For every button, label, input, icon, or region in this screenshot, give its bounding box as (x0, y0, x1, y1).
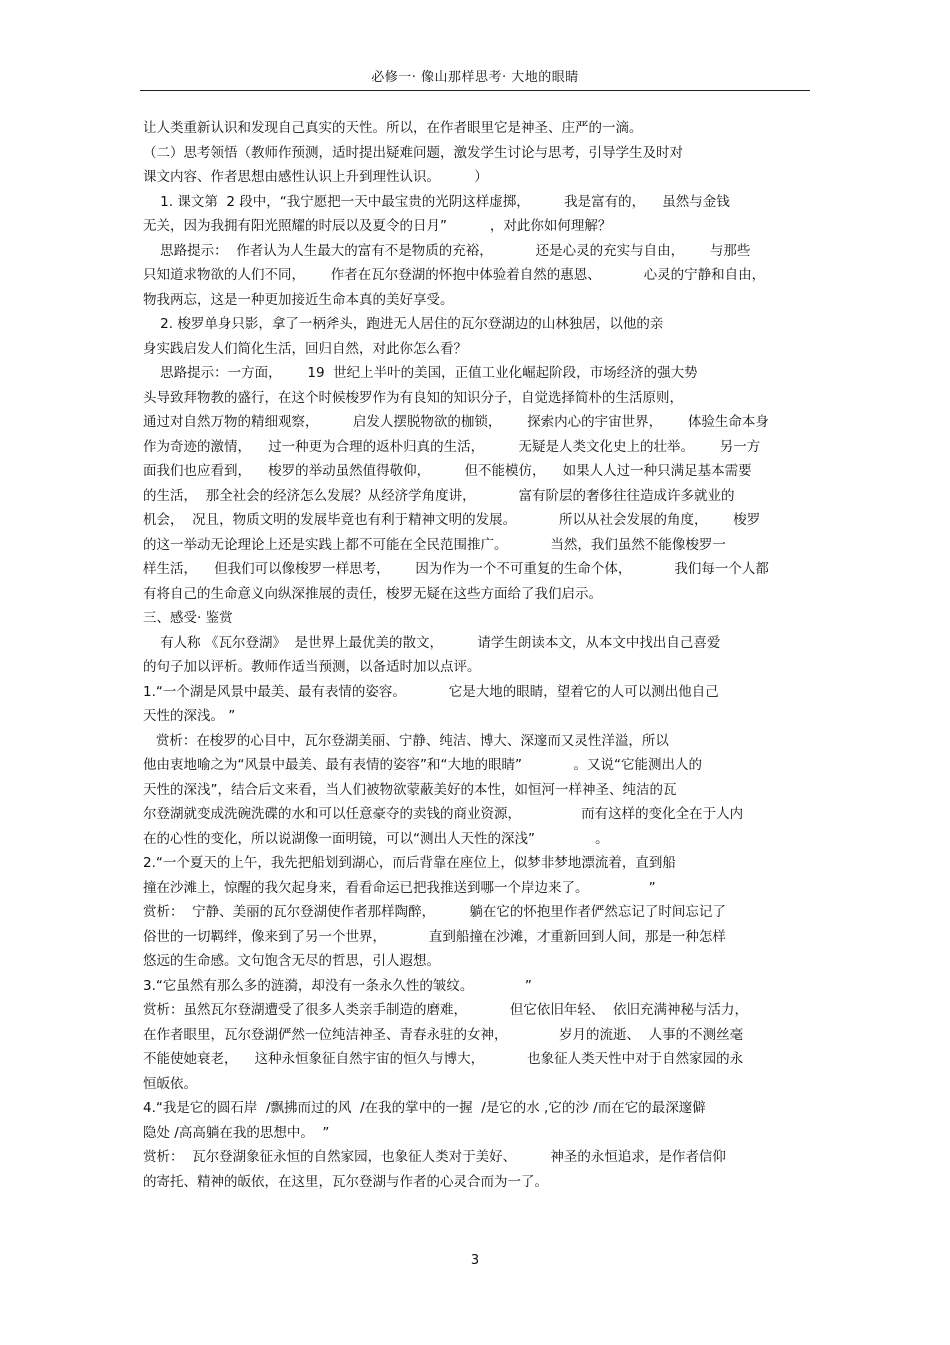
text-line: 思路提示：一方面， 19 世纪上半叶的美国，正值工业化崛起阶段，市场经济的强大势 (143, 365, 698, 381)
text-line: 天性的深浅。 ” (143, 708, 236, 724)
text-line: 4.“我是它的圆石岸 /飘拂而过的风 /在我的掌中的一握 /是它的水 ,它的沙 /而在它的最深邃僻 (143, 1100, 706, 1116)
text-line: 俗世的一切羁绊，像来到了另一个世界， 直到船撞在沙滩，才重新回到人间，那是一种怎样 (143, 928, 726, 945)
text-line: 面我们也应看到， 梭罗的举动虽然值得敬仰， 但不能模仿， 如果人人过一种只满足基本需要 (143, 463, 752, 479)
text-line: 在的心性的变化，所以说湖像一面明镜，可以“测出人天性的深浅” 。 (143, 830, 609, 847)
text-line: 样生活， 但我们可以像梭罗一样思考， 因为作为一个不可重复的生命个体， 我们每一个人都 (143, 561, 769, 577)
text-line: 机会， 况且，物质文明的发展毕竟也有利于精神文明的发展。 所以从社会发展的角度， 梭罗 (143, 512, 761, 528)
text-line: 让人类重新认识和发现自己真实的天性。所以，在作者眼里它是神圣、庄严的一滴。 (143, 120, 643, 136)
text-line: 1.“一个湖是风景中最美、最有表情的姿容。 它是大地的眼睛，望着它的人可以测出他自己 (143, 683, 719, 700)
text-line: 物我两忘，这是一种更加接近生命本真的美好享受。 (143, 291, 454, 308)
text-line: 恒皈依。 (143, 1075, 197, 1092)
text-line: 尔登湖就变成洗碗洗碟的水和可以任意豪夺的卖钱的商业资源， 而有这样的变化全在于人内 (143, 806, 744, 822)
text-line: （二）思考领悟（教师作预测，适时提出疑难问题，激发学生讨论与思考，引导学生及时对 (143, 144, 683, 161)
text-line: 3.“它虽然有那么多的涟漪，却没有一条永久性的皱纹。 ” (143, 977, 532, 994)
text-line: 思路提示： 作者认为人生最大的富有不是物质的充裕， 还是心灵的充实与自由， 与那些 (143, 242, 751, 259)
text-line: 三、感受· 鉴赏 (143, 610, 233, 626)
text-line: 赏析：在梭罗的心目中，瓦尔登湖美丽、宁静、纯洁、博大、深邃而又灵性洋溢，所以 (143, 732, 669, 749)
text-line: 撞在沙滩上，惊醒的我欠起身来，看看命运已把我推送到哪一个岸边来了。 ” (143, 879, 656, 896)
text-line: 有将自己的生命意义向纵深推展的责任，梭罗无疑在这些方面给了我们启示。 (143, 585, 602, 602)
text-line: 头导致拜物教的盛行，在这个时候梭罗作为有良知的知识分子，自觉选择简朴的生活原则， (143, 389, 683, 406)
text-line: 的寄托、精神的皈依，在这里，瓦尔登湖与作者的心灵合而为一了。 (143, 1173, 548, 1190)
text-line: 在作者眼里，瓦尔登湖俨然一位纯洁神圣、青春永驻的女神， 岁月的流逝、 人事的不测丝毫 (143, 1026, 744, 1043)
header-divider (140, 90, 810, 91)
text-line: 有人称 《瓦尔登湖》 是世界上最优美的散文， 请学生朗读本文，从本文中找出自己喜爱 (143, 634, 721, 651)
text-line: 不能使她衰老， 这种永恒象征自然宇宙的恒久与博大， 也象征人类天性中对于自然家园的永 (143, 1051, 744, 1067)
text-line: 无关，因为我拥有阳光照耀的时辰以及夏令的日月” ，对此你如何理解？ (143, 218, 612, 234)
text-line: 作为奇迹的激情， 过一种更为合理的返朴归真的生活， 无疑是人类文化史上的壮举。 另一方 (143, 438, 761, 455)
running-header: 必修一· 像山那样思考· 大地的眼睛 (371, 70, 579, 85)
text-line: 2. 梭罗单身只影，拿了一柄斧头，跑进无人居住的瓦尔登湖边的山林独居，以他的亲 (143, 316, 664, 332)
body-text (143, 116, 808, 1194)
text-line: 隐处 /高高躺在我的思想中。 ” (143, 1124, 330, 1141)
text-line: 只知道求物欲的人们不同， 作者在瓦尔登湖的怀抱中体验着自然的惠恩、 心灵的宁静和自由， (143, 267, 766, 283)
text-line: 课文内容、作者思想由感性认识上升到理性认识。 ） (143, 169, 488, 185)
text-line: 1. 课文第 2 段中，“我宁愿把一天中最宝贵的光阴这样虚掷， 我是富有的， 虽然与金钱 (143, 193, 730, 210)
text-line: 的这一举动无论理论上还是实践上都不可能在全民范围推广。 当然，我们虽然不能像梭罗一 (143, 536, 726, 553)
text-line: 的生活， 那全社会的经济怎么发展？从经济学角度讲， 富有阶层的奢侈往往造成许多就业的 (143, 487, 735, 504)
text-line: 2.“一个夏天的上午，我先把船划到湖心，而后背靠在座位上，似梦非梦地漂流着，直到船 (143, 855, 676, 871)
text-line: 赏析： 瓦尔登湖象征永恒的自然家园，也象征人类对于美好、 神圣的永恒追求，是作者信仰 (143, 1149, 726, 1165)
text-line: 赏析：虽然瓦尔登湖遭受了很多人类亲手制造的磨难， 但它依旧年轻、 依旧充满神秘与活力， (143, 1002, 748, 1018)
text-line: 他由衷地喻之为“风景中最美、最有表情的姿容”和“大地的眼睛” 。又说“它能测出人的 (143, 757, 702, 773)
text-line: 赏析： 宁静、美丽的瓦尔登湖使作者那样陶醉， 躺在它的怀抱里作者俨然忘记了时间忘记了 (143, 904, 726, 920)
text-line: 的句子加以评析。教师作适当预测，以备适时加以点评。 (143, 659, 481, 675)
page-number: 3 (470, 1253, 480, 1268)
text-line: 天性的深浅”，结合后文来看，当人们被物欲蒙蔽美好的本性，如恒河一样神圣、纯洁的瓦 (143, 781, 677, 798)
text-line: 通过对自然万物的精细观察， 启发人摆脱物欲的枷锁， 探索内心的宇宙世界， 体验生命本身 (143, 414, 769, 430)
text-line: 悠远的生命感。文句饱含无尽的哲思，引人遐想。 (143, 953, 440, 969)
text-line: 身实践启发人们简化生活，回归自然，对此你怎么看？ (143, 340, 467, 357)
